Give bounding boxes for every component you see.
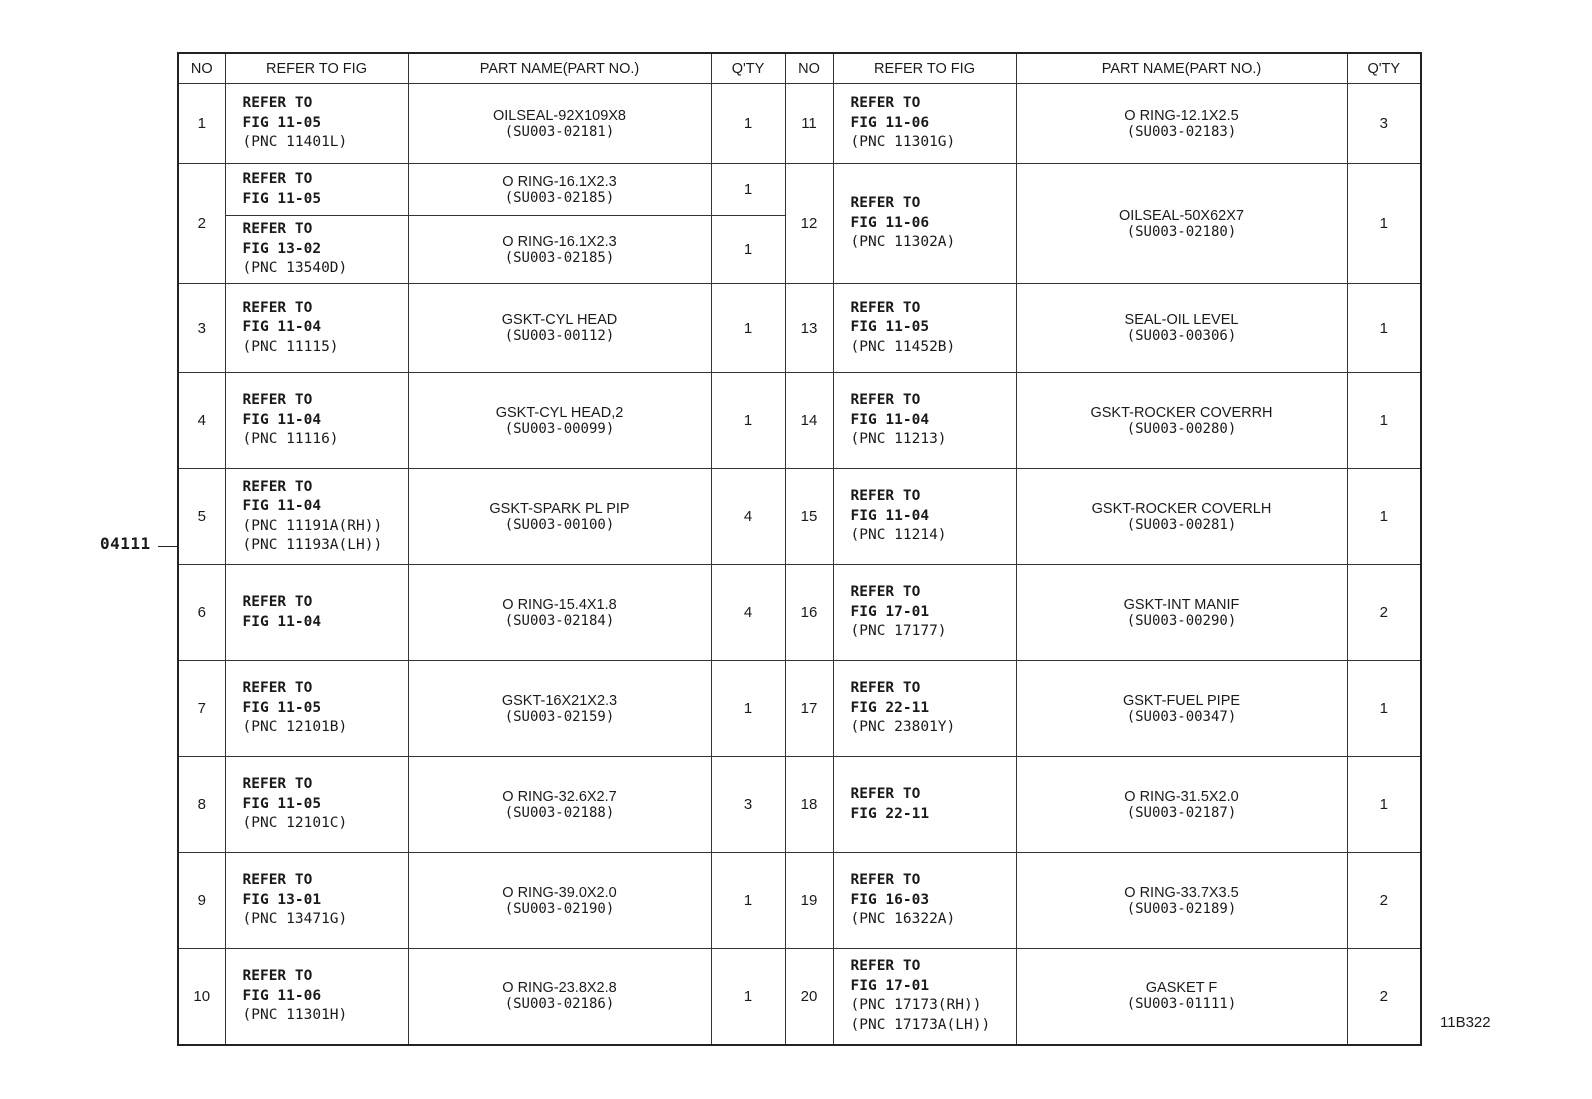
refer-line: (PNC 11401L) <box>242 134 348 151</box>
refer-cell <box>833 469 1016 565</box>
refer-line: (PNC 11301G) <box>850 134 956 151</box>
refer-line: (PNC 23801Y) <box>850 719 956 736</box>
part-cell <box>1016 565 1347 661</box>
refer-line: REFER TO <box>242 221 313 238</box>
part-cell <box>408 84 711 164</box>
refer-line: (PNC 11213) <box>850 431 947 448</box>
table-row <box>178 284 1421 373</box>
part-cell <box>408 284 711 373</box>
quantity: 1 <box>711 284 785 373</box>
table-row <box>178 164 1421 216</box>
quantity: 1 <box>711 84 785 164</box>
refer-line: REFER TO <box>850 786 921 802</box>
item-no: 19 <box>785 853 833 949</box>
part-cell <box>1016 469 1347 565</box>
refer-line: FIG 11-06 <box>242 987 322 1004</box>
refer-line: FIG 11-05 <box>242 190 322 207</box>
refer-line: REFER TO <box>850 195 921 212</box>
part-number: (SU003-01111) <box>1126 996 1237 1013</box>
refer-line: FIG 22-11 <box>850 699 930 716</box>
part-number: (SU003-00112) <box>504 328 615 344</box>
refer-line: REFER TO <box>242 171 313 187</box>
item-no: 14 <box>785 373 833 469</box>
part-cell <box>1016 949 1347 1045</box>
refer-line: REFER TO <box>242 776 313 793</box>
part-cell <box>408 661 711 757</box>
item-no: 15 <box>785 469 833 565</box>
header-qty-right: Q'TY <box>1347 53 1421 84</box>
refer-line: (PNC 17173A(LH)) <box>850 1016 991 1033</box>
part-number: (SU003-00306) <box>1126 328 1237 344</box>
refer-line: REFER TO <box>850 958 921 975</box>
part-name: O RING-39.0X2.0 <box>502 884 617 901</box>
refer-line: REFER TO <box>242 478 313 495</box>
part-name: O RING-33.7X3.5 <box>1124 884 1239 901</box>
header-part-left: PART NAME(PART NO.) <box>408 53 711 84</box>
part-number: (SU003-00280) <box>1126 420 1237 437</box>
refer-line: FIG 11-05 <box>242 699 322 716</box>
quantity: 1 <box>711 949 785 1045</box>
refer-line: FIG 11-04 <box>850 411 930 428</box>
part-name: O RING-16.1X2.3 <box>502 173 617 190</box>
refer-line: (PNC 11191A(RH)) <box>242 517 383 534</box>
refer-line: REFER TO <box>850 680 921 697</box>
header-refer-right: REFER TO FIG <box>833 53 1016 84</box>
part-cell <box>1016 853 1347 949</box>
item-no: 1 <box>178 84 225 164</box>
refer-cell <box>225 661 408 757</box>
part-name: GSKT-CYL HEAD,2 <box>495 404 624 421</box>
refer-cell <box>225 164 408 216</box>
part-cell <box>408 853 711 949</box>
part-number: (SU003-02183) <box>1126 123 1237 140</box>
item-no: 3 <box>178 284 225 373</box>
item-no: 6 <box>178 565 225 661</box>
part-cell <box>1016 284 1347 373</box>
refer-line: (PNC 13471G) <box>242 911 348 928</box>
item-no: 10 <box>178 949 225 1045</box>
table-row <box>178 84 1421 164</box>
refer-cell <box>225 949 408 1045</box>
refer-line: (PNC 13540D) <box>242 260 348 277</box>
refer-line: FIG 16-03 <box>850 891 930 908</box>
refer-line: REFER TO <box>242 299 313 316</box>
part-name: GASKET F <box>1145 980 1218 997</box>
item-no: 9 <box>178 853 225 949</box>
table-row <box>178 661 1421 757</box>
refer-cell <box>225 216 408 284</box>
part-name: O RING-12.1X2.5 <box>1124 107 1239 124</box>
refer-line: REFER TO <box>850 488 921 505</box>
part-name: GSKT-16X21X2.3 <box>501 692 618 709</box>
refer-line: FIG 22-11 <box>850 805 930 822</box>
item-no: 7 <box>178 661 225 757</box>
part-name: GSKT-ROCKER COVERRH <box>1090 404 1273 421</box>
refer-line: FIG 11-04 <box>242 613 322 630</box>
group-code-label: 04111 <box>100 534 151 553</box>
table-row <box>178 853 1421 949</box>
item-no: 16 <box>785 565 833 661</box>
quantity: 1 <box>711 853 785 949</box>
part-cell <box>1016 661 1347 757</box>
header-no-right: NO <box>785 53 833 84</box>
refer-cell <box>225 373 408 469</box>
part-number: (SU003-02184) <box>504 612 615 629</box>
refer-cell <box>225 565 408 661</box>
refer-cell <box>833 373 1016 469</box>
item-no: 2 <box>178 164 225 284</box>
refer-line: FIG 13-01 <box>242 891 322 908</box>
quantity: 1 <box>1347 661 1421 757</box>
refer-line: REFER TO <box>850 584 921 601</box>
figure-code: 11B322 <box>1440 1014 1491 1031</box>
refer-line: REFER TO <box>850 299 921 316</box>
quantity: 1 <box>1347 164 1421 284</box>
refer-cell <box>225 853 408 949</box>
part-cell <box>1016 757 1347 853</box>
refer-line: (PNC 16322A) <box>850 911 956 928</box>
table-row <box>178 373 1421 469</box>
part-name: O RING-16.1X2.3 <box>502 233 617 250</box>
refer-line: REFER TO <box>242 872 313 889</box>
refer-line: REFER TO <box>242 594 313 610</box>
table-row <box>178 757 1421 853</box>
header-refer-left: REFER TO FIG <box>225 53 408 84</box>
header-qty-left: Q'TY <box>711 53 785 84</box>
part-cell <box>408 949 711 1045</box>
quantity: 4 <box>711 565 785 661</box>
part-number: (SU003-00099) <box>504 420 615 437</box>
item-no: 5 <box>178 469 225 565</box>
quantity: 1 <box>711 661 785 757</box>
quantity: 1 <box>1347 469 1421 565</box>
item-no: 11 <box>785 84 833 164</box>
quantity: 3 <box>1347 84 1421 164</box>
item-no: 4 <box>178 373 225 469</box>
part-name: O RING-23.8X2.8 <box>502 980 617 997</box>
table-row <box>178 949 1421 1045</box>
refer-line: REFER TO <box>850 872 921 889</box>
header-no-left: NO <box>178 53 225 84</box>
part-number: (SU003-00290) <box>1126 612 1237 629</box>
quantity: 1 <box>1347 757 1421 853</box>
part-name: O RING-31.5X2.0 <box>1124 788 1239 805</box>
item-no: 18 <box>785 757 833 853</box>
part-name: GSKT-ROCKER COVERLH <box>1091 500 1272 517</box>
refer-line: (PNC 17173(RH)) <box>850 997 982 1014</box>
refer-line: (PNC 11452B) <box>850 338 956 355</box>
refer-cell <box>833 853 1016 949</box>
part-name: O RING-32.6X2.7 <box>502 788 617 805</box>
refer-line: (PNC 12101B) <box>242 719 348 736</box>
header-part-right: PART NAME(PART NO.) <box>1016 53 1347 84</box>
refer-cell <box>833 84 1016 164</box>
refer-line: REFER TO <box>850 95 921 112</box>
header-row <box>178 53 1421 84</box>
refer-line: FIG 11-05 <box>242 114 322 131</box>
quantity: 2 <box>1347 565 1421 661</box>
refer-cell <box>225 757 408 853</box>
part-number: (SU003-02181) <box>504 123 615 140</box>
refer-line: FIG 11-04 <box>242 411 322 428</box>
refer-line: FIG 11-05 <box>242 795 322 812</box>
refer-line: REFER TO <box>850 392 921 409</box>
refer-cell <box>225 84 408 164</box>
part-cell <box>1016 373 1347 469</box>
item-no: 13 <box>785 284 833 373</box>
part-cell <box>408 469 711 565</box>
part-name: SEAL-OIL LEVEL <box>1124 312 1239 328</box>
refer-line: FIG 11-05 <box>850 319 930 336</box>
refer-line: REFER TO <box>242 680 313 697</box>
part-number: (SU003-02187) <box>1126 804 1237 821</box>
parts-table <box>177 52 1422 1046</box>
refer-line: (PNC 12101C) <box>242 815 348 832</box>
refer-line: REFER TO <box>242 95 313 112</box>
part-number: (SU003-02190) <box>504 900 615 917</box>
part-number: (SU003-02188) <box>504 804 615 821</box>
refer-cell <box>833 565 1016 661</box>
part-number: (SU003-00281) <box>1126 516 1237 533</box>
quantity: 2 <box>1347 949 1421 1045</box>
part-cell <box>1016 84 1347 164</box>
refer-line: (PNC 11116) <box>242 431 339 448</box>
refer-cell <box>833 284 1016 373</box>
part-number: (SU003-02180) <box>1126 223 1237 240</box>
part-number: (SU003-02185) <box>504 249 615 266</box>
quantity: 1 <box>1347 284 1421 373</box>
refer-line: FIG 11-06 <box>850 214 930 231</box>
refer-line: REFER TO <box>242 392 313 409</box>
refer-line: (PNC 17177) <box>850 623 947 640</box>
refer-cell <box>833 164 1016 284</box>
refer-line: (PNC 11214) <box>850 527 947 544</box>
refer-line: (PNC 11115) <box>242 338 339 355</box>
part-cell <box>408 216 711 284</box>
quantity: 1 <box>711 164 785 216</box>
part-number: (SU003-00347) <box>1126 708 1237 725</box>
quantity: 1 <box>1347 373 1421 469</box>
part-name: O RING-15.4X1.8 <box>502 596 617 613</box>
part-number: (SU003-02159) <box>504 708 615 725</box>
refer-line: FIG 11-04 <box>242 498 322 514</box>
quantity: 1 <box>711 216 785 284</box>
part-name: GSKT-INT MANIF <box>1123 596 1240 613</box>
quantity: 1 <box>711 373 785 469</box>
quantity: 3 <box>711 757 785 853</box>
quantity: 4 <box>711 469 785 565</box>
item-no: 8 <box>178 757 225 853</box>
part-cell <box>1016 164 1347 284</box>
table-row <box>178 565 1421 661</box>
group-leader-line <box>158 546 177 547</box>
part-cell <box>408 757 711 853</box>
part-cell <box>408 164 711 216</box>
part-cell <box>408 373 711 469</box>
item-no: 17 <box>785 661 833 757</box>
part-number: (SU003-00100) <box>504 516 615 533</box>
refer-cell <box>833 661 1016 757</box>
item-no: 20 <box>785 949 833 1045</box>
refer-cell <box>225 469 408 565</box>
refer-line: (PNC 11302A) <box>850 234 956 251</box>
refer-line: FIG 17-01 <box>850 603 930 620</box>
refer-line: (PNC 11301H) <box>242 1007 348 1023</box>
part-number: (SU003-02186) <box>504 996 615 1013</box>
part-name: GSKT-CYL HEAD <box>501 312 618 328</box>
quantity: 2 <box>1347 853 1421 949</box>
refer-line: FIG 11-04 <box>850 507 930 524</box>
part-name: OILSEAL-50X62X7 <box>1119 207 1244 224</box>
refer-line: FIG 11-04 <box>242 319 322 336</box>
refer-cell <box>833 757 1016 853</box>
item-no: 12 <box>785 164 833 284</box>
refer-cell <box>833 949 1016 1045</box>
part-number: (SU003-02185) <box>504 189 615 206</box>
table-row <box>178 469 1421 565</box>
refer-cell <box>225 284 408 373</box>
part-cell <box>408 565 711 661</box>
refer-line: FIG 17-01 <box>850 977 930 994</box>
part-name: OILSEAL-92X109X8 <box>492 107 626 124</box>
part-number: (SU003-02189) <box>1126 900 1237 917</box>
refer-line: (PNC 11193A(LH)) <box>242 537 383 553</box>
refer-line: REFER TO <box>242 968 313 984</box>
refer-line: FIG 11-06 <box>850 114 930 131</box>
part-name: GSKT-FUEL PIPE <box>1122 692 1241 709</box>
refer-line: FIG 13-02 <box>242 240 322 257</box>
part-name: GSKT-SPARK PL PIP <box>489 500 630 517</box>
